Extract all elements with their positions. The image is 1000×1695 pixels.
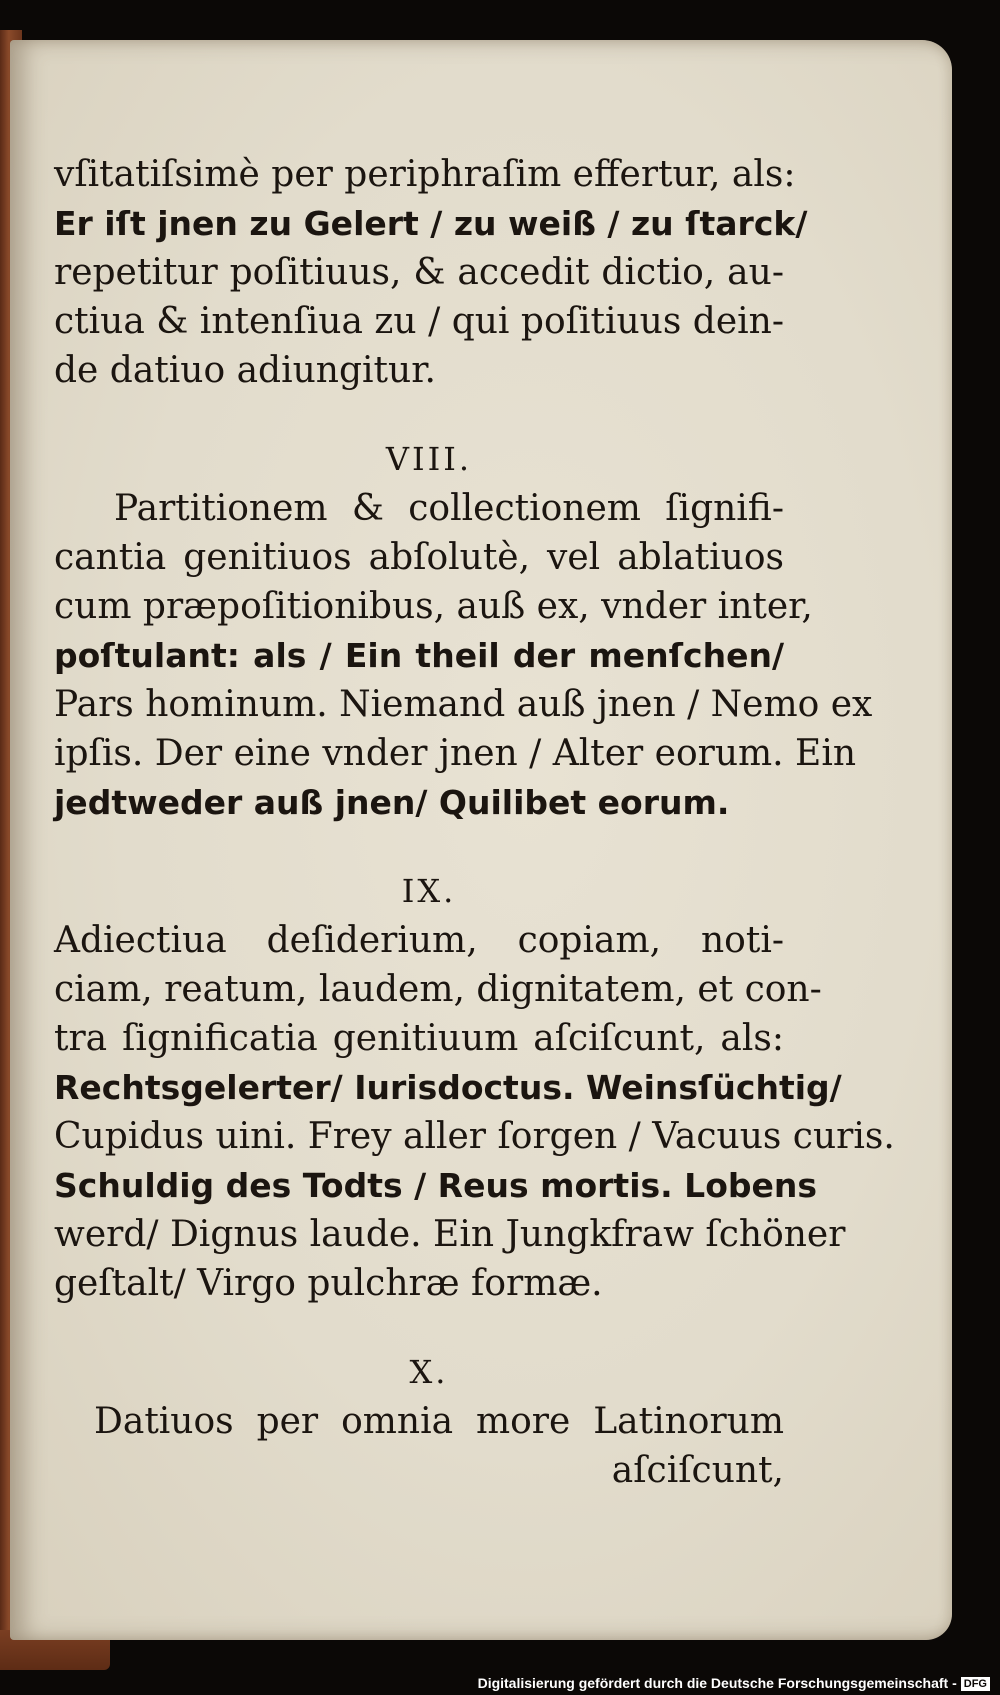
text-line: jedtweder auß jnen/ Quilibet eorum.	[54, 783, 730, 822]
text-line: ctiua & intenſiua zu / qui poſitiuus dein-	[54, 301, 784, 342]
text-line: cantia genitiuos abſolutè, vel ablatiuos	[54, 537, 784, 578]
book-page	[10, 40, 952, 1640]
text-line: geſtalt/ Virgo pulchræ formæ.	[54, 1263, 603, 1304]
credit-text: Digitalisierung gefördert durch die Deutsche Forschungsgemeinschaft -	[477, 1675, 957, 1691]
section-heading: VIII.	[385, 440, 473, 478]
page-text	[54, 150, 895, 1495]
text-line: ipſis. Der eine vnder jnen / Alter eorum. Ein	[54, 733, 857, 774]
section-heading: IX.	[401, 872, 457, 910]
digitization-credit	[0, 1672, 990, 1695]
text-line: de datiuo adiungitur.	[54, 350, 436, 391]
text-line: Datiuos per omnia more Latinorum	[94, 1401, 784, 1442]
text-line: Rechtsgelerter/ Iurisdoctus. Weinsſüchtig/	[54, 1068, 842, 1107]
text-line: vſitatiſsimè per periphraſim effertur, als:	[54, 154, 796, 195]
text-line: poſtulant: als / Ein theil der menſchen/	[54, 636, 784, 675]
text-line: cum præpoſitionibus, auß ex, vnder inter,	[54, 586, 813, 627]
dfg-logo: DFG	[961, 1677, 990, 1691]
text-line: ciam, reatum, laudem, dignitatem, et con-	[54, 969, 822, 1010]
text-line: Schuldig des Todts / Reus mortis. Lobens	[54, 1166, 818, 1205]
section-heading: X.	[409, 1353, 449, 1391]
text-line: Cupidus uini. Frey aller ſorgen / Vacuus curis.	[54, 1116, 895, 1157]
text-line: repetitur poſitiuus, & accedit dictio, au-	[54, 252, 784, 293]
text-line: Er iſt jnen zu Gelert / zu weiß / zu ſtarck/	[54, 204, 808, 243]
text-line: Adiectiua deſiderium, copiam, noti-	[54, 920, 784, 961]
catchword: aſciſcunt,	[611, 1450, 784, 1491]
text-line: tra ſignificatia genitiuum aſciſcunt, als:	[54, 1018, 784, 1059]
text-line: werd/ Dignus laude. Ein Jungkfraw ſchöner	[54, 1214, 846, 1255]
text-line: Partitionem & collectionem ſignifi-	[114, 488, 784, 529]
text-line: Pars hominum. Niemand auß jnen / Nemo ex	[54, 684, 873, 725]
